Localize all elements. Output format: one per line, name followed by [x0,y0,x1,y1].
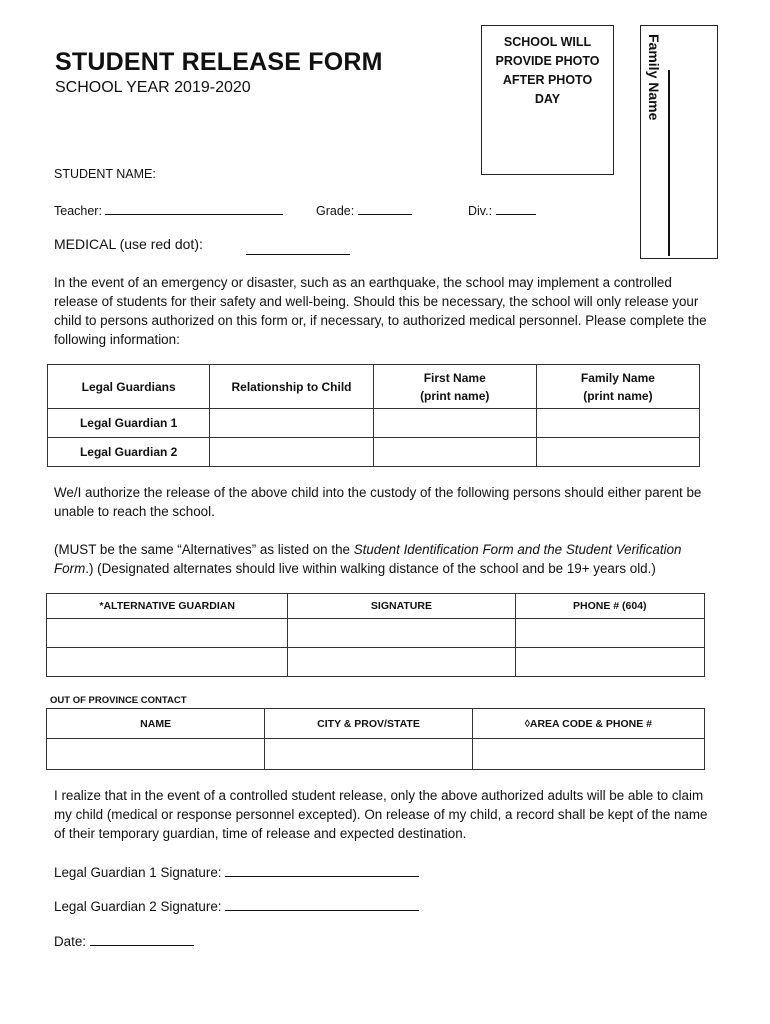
guardian-1-relationship-cell[interactable] [210,409,373,438]
authorize-paragraph: We/I authorize the release of the above child into the custody of the following persons should either parent be unable to reach the school. [54,485,702,519]
family-name-label: Family Name [646,34,662,121]
guardian-1-signature-label: Legal Guardian 1 Signature: [54,865,222,880]
must-paragraph-prefix: (MUST be the same “Alternatives” as listed on the [54,542,354,557]
photo-box-line: SCHOOL WILL [503,35,592,49]
grade-field[interactable] [316,201,412,218]
release-paragraph: I realize that in the event of a controlled student release, only the above authorized adults will be able to claim my child (medical or response personnel excepted). On release of my child, a record shall be kept of the name of their temporary guardian, time of release and expected destination. [54,788,708,841]
header-city-prov: CITY & PROV/STATE [265,709,472,739]
header-area-code-phone: ◊AREA CODE & PHONE # [472,709,704,739]
must-paragraph [54,540,714,578]
alternative-2-signature-cell[interactable] [288,648,515,677]
guardian-1-signature-blank[interactable] [225,863,419,877]
row-label-guardian-2: Legal Guardian 2 [48,438,210,467]
date-label: Date: [54,934,87,949]
guardian-1-family-name-cell[interactable] [536,409,699,438]
date-blank[interactable] [90,932,194,946]
guardian-2-first-name-cell[interactable] [373,438,536,467]
medical-label: MEDICAL (use red dot): [54,236,203,252]
table-row [48,438,700,467]
div-blank[interactable] [496,201,536,215]
alternative-1-phone-cell[interactable] [515,619,704,648]
grade-blank[interactable] [358,201,412,215]
guardian-1-signature-field[interactable] [54,863,419,880]
header-first-name-text: First Name [423,370,486,385]
alternative-2-phone-cell[interactable] [515,648,704,677]
medical-blank[interactable] [246,254,350,255]
header-relationship: Relationship to Child [210,365,373,409]
header-oop-name: NAME [47,709,265,739]
family-name-line [668,70,670,256]
photo-box-line: PROVIDE PHOTO [495,54,600,68]
photo-box-line: AFTER PHOTO [502,73,593,87]
header-first-name-sub: (print name) [420,388,490,403]
header-legal-guardians: Legal Guardians [48,365,210,409]
guardian-2-signature-field[interactable] [54,897,419,914]
teacher-label: Teacher: [54,204,102,218]
guardian-2-signature-blank[interactable] [225,897,419,911]
teacher-blank[interactable] [105,201,283,215]
family-name-box[interactable] [640,25,718,259]
intro-paragraph: In the event of an emergency or disaster, such as an earthquake, the school may implement a controlled release of students for their safety and well-being. Should this be necessary, the school will only release your child to persons authorized on this form or, if necessary, to authorized medical personnel. Please complete the following information: [54,275,707,347]
must-paragraph-forms: Student Identification Form and the Student Verification Form [54,542,682,576]
guardian-2-relationship-cell[interactable] [210,438,373,467]
out-of-province-label: OUT OF PROVINCE CONTACT [50,695,187,706]
header-family-name [536,365,699,409]
header-family-name-text: Family Name [580,370,655,385]
must-paragraph-suffix: .) (Designated alternates should live within walking distance of the school and be 19+ years old.) [85,561,656,576]
teacher-field[interactable] [54,201,283,218]
header-first-name [373,365,536,409]
guardian-1-first-name-cell[interactable] [373,409,536,438]
div-label: Div.: [468,204,493,218]
student-name-label: STUDENT NAME: [54,167,156,181]
photo-placeholder-box [481,25,614,175]
oop-phone-cell[interactable] [472,739,704,770]
row-label-guardian-1: Legal Guardian 1 [48,409,210,438]
alternative-1-signature-cell[interactable] [288,619,515,648]
out-of-province-table [46,708,705,770]
photo-box-line: DAY [534,92,561,106]
alternative-guardian-table [46,593,705,677]
grade-label: Grade: [316,204,355,218]
header-phone: PHONE # (604) [515,594,704,619]
table-row [48,409,700,438]
table-row [47,648,705,677]
school-year: SCHOOL YEAR 2019-2020 [55,79,251,96]
alternative-1-name-cell[interactable] [47,619,288,648]
guardian-2-family-name-cell[interactable] [536,438,699,467]
guardian-2-signature-label: Legal Guardian 2 Signature: [54,899,222,914]
oop-name-cell[interactable] [47,739,265,770]
header-alternative-guardian: *ALTERNATIVE GUARDIAN [47,594,288,619]
header-family-name-sub: (print name) [583,388,653,403]
oop-city-cell[interactable] [265,739,472,770]
div-field[interactable] [468,201,536,218]
table-row [47,619,705,648]
date-field[interactable] [54,932,194,949]
page-title: STUDENT RELEASE FORM [55,48,383,76]
table-row [47,739,705,770]
alternative-2-name-cell[interactable] [47,648,288,677]
guardian-table [47,364,700,467]
header-signature: SIGNATURE [288,594,515,619]
